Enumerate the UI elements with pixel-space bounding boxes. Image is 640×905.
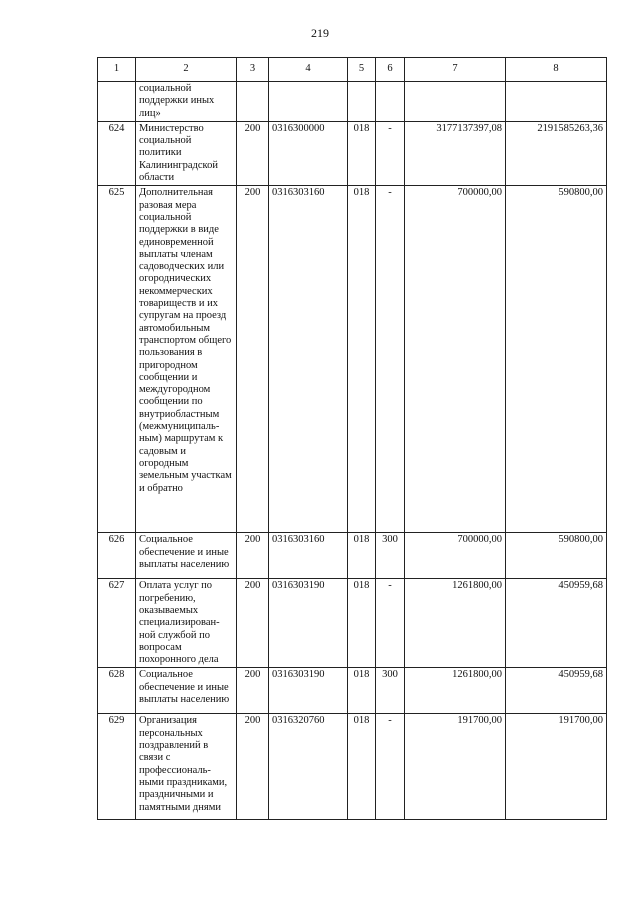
row-amount-7: 3177137397,08 xyxy=(405,121,506,185)
row-col-5: 018 xyxy=(348,579,376,668)
row-name: Организация персональных поздравлений в связи с профессиональ-ными праздниками, праздничными и памятными днями xyxy=(136,714,237,820)
page-number: 219 xyxy=(311,26,329,40)
row-col-3: 200 xyxy=(237,533,269,579)
row-col-6: - xyxy=(376,579,405,668)
row-code: 0316303160 xyxy=(269,533,348,579)
row-number: 626 xyxy=(98,533,136,579)
budget-table xyxy=(97,57,607,820)
row-name: Дополнительная разовая мера социальной поддержки в виде единовременной выплаты членам садоводческих или огороднических некоммерческих товариществ и их супругам на проезд автомобильным транспортом общего пользования в пригородном сообщении и междугородном сообщении по внутриобластным (межмуниципаль-ным) маршрутам к садовым и огородным земельным участкам и обратно xyxy=(136,186,237,533)
column-header-7: 7 xyxy=(405,58,506,82)
row-amount-8: 450959,68 xyxy=(506,668,607,714)
row-col-3: 200 xyxy=(237,121,269,185)
row-number: 627 xyxy=(98,579,136,668)
row-amount-7: 1261800,00 xyxy=(405,668,506,714)
row-col-3: 200 xyxy=(237,186,269,533)
column-header-6: 6 xyxy=(376,58,405,82)
row-amount-8 xyxy=(506,82,607,122)
row-number xyxy=(98,82,136,122)
row-col-5: 018 xyxy=(348,714,376,820)
table-row xyxy=(98,579,607,668)
row-amount-8: 191700,00 xyxy=(506,714,607,820)
row-amount-7: 700000,00 xyxy=(405,533,506,579)
row-amount-7: 191700,00 xyxy=(405,714,506,820)
row-name: Социальное обеспечение и иные выплаты населению xyxy=(136,533,237,579)
row-amount-7: 700000,00 xyxy=(405,186,506,533)
row-number: 625 xyxy=(98,186,136,533)
row-amount-7: 1261800,00 xyxy=(405,579,506,668)
row-col-3: 200 xyxy=(237,714,269,820)
row-col-5: 018 xyxy=(348,186,376,533)
row-number: 624 xyxy=(98,121,136,185)
table-row xyxy=(98,533,607,579)
row-name: Оплата услуг по погребению, оказываемых специализирован-ной службой по вопросам похоронного дела xyxy=(136,579,237,668)
row-code: 0316303190 xyxy=(269,579,348,668)
row-amount-8: 590800,00 xyxy=(506,186,607,533)
row-col-6: - xyxy=(376,714,405,820)
column-header-2: 2 xyxy=(136,58,237,82)
table-row xyxy=(98,668,607,714)
row-code: 0316303160 xyxy=(269,186,348,533)
row-number: 628 xyxy=(98,668,136,714)
row-col-3: 200 xyxy=(237,668,269,714)
column-header-3: 3 xyxy=(237,58,269,82)
table-row xyxy=(98,121,607,185)
table-row xyxy=(98,186,607,533)
row-name: Министерство социальной политики Калининградской области xyxy=(136,121,237,185)
row-col-6: 300 xyxy=(376,668,405,714)
row-col-5: 018 xyxy=(348,533,376,579)
row-code: 0316320760 xyxy=(269,714,348,820)
column-header-8: 8 xyxy=(506,58,607,82)
row-code: 0316300000 xyxy=(269,121,348,185)
table-row xyxy=(98,714,607,820)
row-code xyxy=(269,82,348,122)
row-col-5: 018 xyxy=(348,121,376,185)
row-col-6: - xyxy=(376,121,405,185)
column-header-5: 5 xyxy=(348,58,376,82)
column-header-4: 4 xyxy=(269,58,348,82)
row-col-5: 018 xyxy=(348,668,376,714)
row-number: 629 xyxy=(98,714,136,820)
row-name: Социальное обеспечение и иные выплаты населению xyxy=(136,668,237,714)
row-amount-8: 450959,68 xyxy=(506,579,607,668)
row-amount-8: 590800,00 xyxy=(506,533,607,579)
row-col-3 xyxy=(237,82,269,122)
column-header-1: 1 xyxy=(98,58,136,82)
row-col-6: 300 xyxy=(376,533,405,579)
row-col-6: - xyxy=(376,186,405,533)
row-col-5 xyxy=(348,82,376,122)
table-header-row xyxy=(98,58,607,82)
row-amount-8: 2191585263,36 xyxy=(506,121,607,185)
row-col-6 xyxy=(376,82,405,122)
row-amount-7 xyxy=(405,82,506,122)
row-col-3: 200 xyxy=(237,579,269,668)
row-code: 0316303190 xyxy=(269,668,348,714)
row-name: социальной поддержки иных лиц» xyxy=(136,82,237,122)
table-row xyxy=(98,82,607,122)
